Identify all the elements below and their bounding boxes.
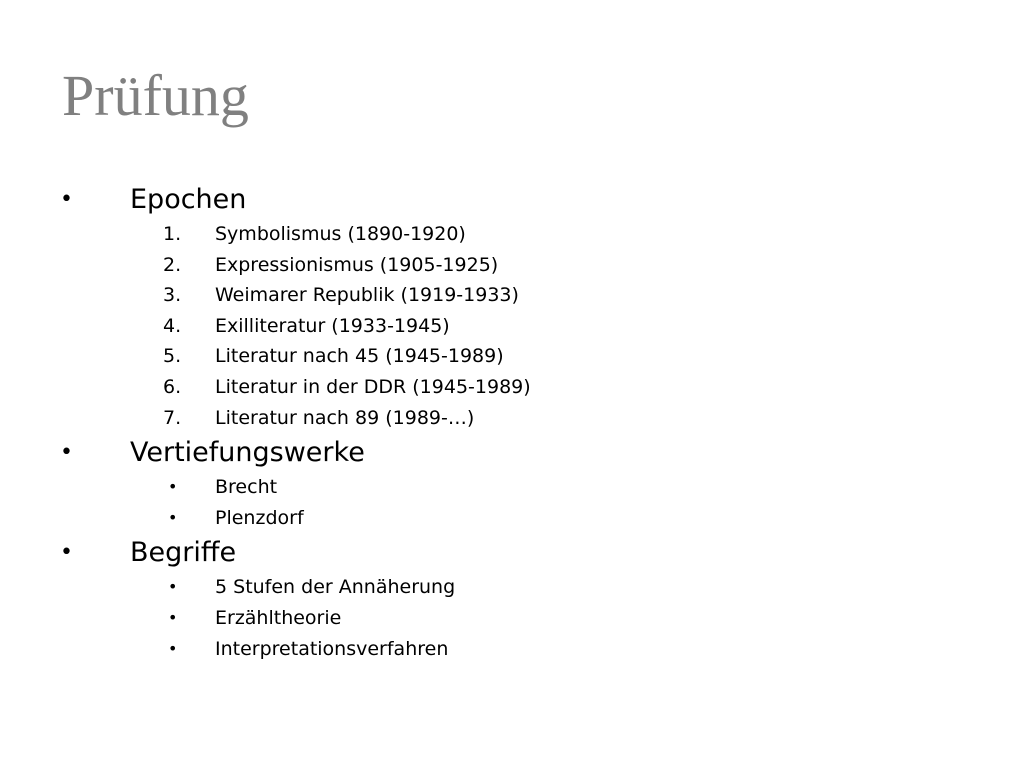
list-item — [0, 603, 1024, 634]
bullet-marker: • — [168, 477, 178, 497]
list-item — [0, 403, 1024, 434]
list-item — [0, 472, 1024, 503]
numbered-list — [0, 219, 1024, 433]
list-item — [0, 341, 1024, 372]
bullet-marker: • — [168, 638, 178, 658]
bullet-marker: • — [60, 540, 73, 566]
section-label: Epochen — [130, 184, 247, 215]
number-marker: 4. — [163, 314, 182, 337]
list-item — [0, 311, 1024, 342]
list-item-text: Erzähltheorie — [215, 606, 342, 629]
number-marker: 6. — [163, 375, 182, 398]
slide-title: Prüfung — [62, 63, 249, 128]
list-item — [0, 280, 1024, 311]
section-label: Begriffe — [130, 537, 237, 569]
number-marker: 1. — [163, 223, 182, 245]
section-begriffe — [0, 533, 1024, 664]
bullet-marker: • — [60, 187, 73, 212]
bullet-marker: • — [168, 507, 178, 527]
list-item-text: Literatur in der DDR (1945-1989) — [215, 375, 531, 398]
bullet-marker: • — [60, 440, 73, 466]
list-item-text: Literatur nach 45 (1945-1989) — [215, 345, 504, 368]
list-item-text: Literatur nach 89 (1989-…) — [215, 406, 475, 429]
list-item-text: Exilliteratur (1933-1945) — [215, 314, 450, 337]
number-marker: 3. — [163, 284, 182, 307]
list-item — [0, 634, 1024, 665]
slide-content — [0, 180, 1024, 664]
list-item-text: Plenzdorf — [215, 506, 304, 529]
number-marker: 7. — [163, 406, 182, 429]
list-item — [0, 572, 1024, 603]
list-item-text: 5 Stufen der Annäherung — [215, 576, 456, 599]
list-item-text: Symbolismus (1890-1920) — [215, 223, 466, 245]
bullet-list — [0, 572, 1024, 664]
list-item-level1 — [0, 180, 1024, 219]
bullet-marker: • — [168, 607, 178, 627]
bullet-marker: • — [168, 577, 178, 597]
number-marker: 2. — [163, 253, 182, 276]
number-marker: 5. — [163, 345, 182, 368]
list-item — [0, 250, 1024, 281]
list-item — [0, 503, 1024, 534]
list-item — [0, 372, 1024, 403]
bullet-list — [0, 472, 1024, 533]
list-item — [0, 219, 1024, 250]
list-item-text: Interpretationsverfahren — [215, 637, 449, 660]
list-item-level1 — [0, 433, 1024, 472]
list-item-text: Weimarer Republik (1919-1933) — [215, 284, 519, 307]
list-item-text: Expressionismus (1905-1925) — [215, 253, 499, 276]
section-label: Vertiefungswerke — [130, 437, 365, 469]
section-vertiefungswerke — [0, 433, 1024, 533]
list-item-level1 — [0, 533, 1024, 572]
list-item-text: Brecht — [215, 476, 278, 499]
section-epochen — [0, 180, 1024, 433]
